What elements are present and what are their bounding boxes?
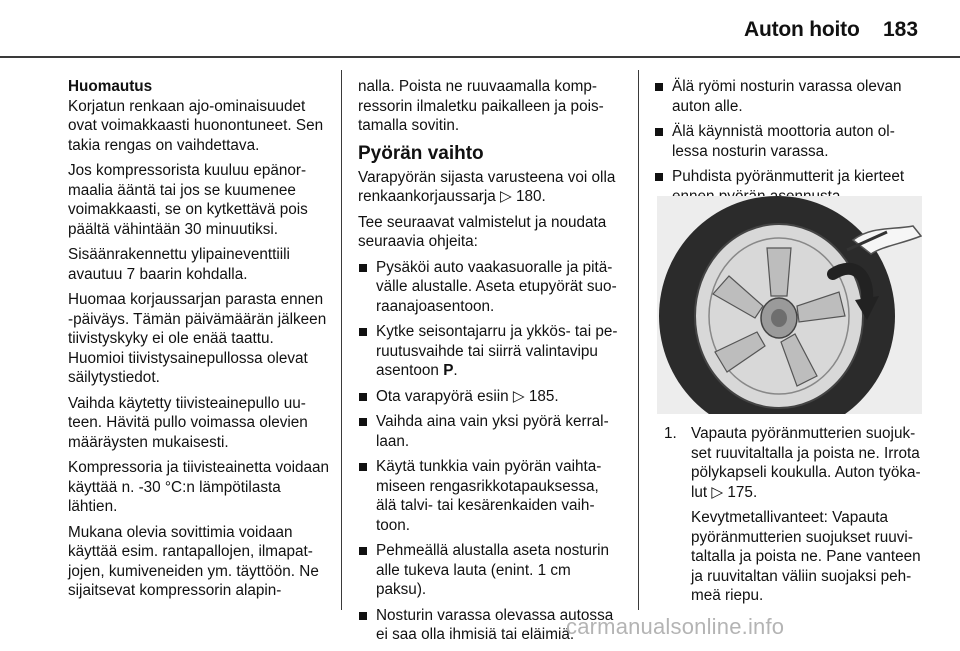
intro-paragraph: Varapyörän sijasta varusteena voi olla renkaankorjaussarja ▷ 180. xyxy=(358,168,616,205)
note-title: Huomautus xyxy=(68,78,153,95)
wheel-cover-illustration xyxy=(657,196,922,414)
wheel-illustration-svg xyxy=(657,196,922,414)
bullet-item: Älä ryömi nosturin varassa olevan auton alle. xyxy=(654,77,922,116)
paragraph: Jos kompressorista kuuluu epänormaalia ääntä tai jos se kuumenee voimakkaasti, se on kytkettävä pois päältä vähintään 30 minuutiksi. xyxy=(68,162,308,238)
bullet-item: Nosturin varassa olevassa autossa ei saa olla ihmisiä tai eläimiä. xyxy=(358,606,623,645)
bullet-item: Älä käynnistä moottoria auton ollessa nosturin varassa. xyxy=(654,122,922,161)
note-text: Korjatun renkaan ajo-ominaisuudet ovat voimakkaasti huonontuneet. Sen takia rengas on vaihdettava. xyxy=(68,97,324,154)
numbered-step xyxy=(654,424,922,502)
continuation-paragraph: nalla. Poista ne ruuvaamalla kompressorin ilmaletku paikalleen ja poistamalla sovitin. xyxy=(358,78,604,134)
column-1 xyxy=(68,77,330,607)
intro-paragraph: Tee seuraavat valmistelut ja noudata seuraavia ohjeita: xyxy=(358,213,607,250)
page-header xyxy=(0,0,960,56)
paragraph: Vaihda käytetty tiivisteainepullo uuteen. Hävitä pullo voimassa olevien määräysten mukaisesti. xyxy=(68,394,308,451)
column-divider-2 xyxy=(638,70,639,610)
bullet-item: Pehmeällä alustalla aseta nosturin alle tukeva lauta (enint. 1 cm paksu). xyxy=(358,541,623,600)
page-number: 183 xyxy=(883,18,919,41)
watermark: carmanualsonline.info xyxy=(566,614,785,639)
bullet-item-gear xyxy=(358,322,623,381)
bullet-text: Kytke seisontajarru ja ykkös- tai peruutusvaihde tai siirrä valintavipu asentoon xyxy=(376,323,618,379)
bullet-item: Pysäköi auto vaakasuoralle ja pitävälle alustalle. Aseta etupyörät suoraanajoasentoon. xyxy=(358,258,623,317)
step-number: 1. xyxy=(664,425,677,442)
bullet-item: Käytä tunkkia vain pyörän vaihtamiseen rengasrikkotapauksessa, älä talvi- tai kesärenkaiden vaihtoon. xyxy=(358,457,623,535)
paragraph: Sisäänrakennettu ylipaineventtiili avautuu 7 baarin kohdalla. xyxy=(68,246,290,283)
paragraph: Huomaa korjaussarjan parasta ennen -päiväys. Tämän päivämäärän jälkeen tiivistyskyky ei ole enää taattu. Huomioi tiivistysainepullossa olevat säilytystiedot. xyxy=(68,291,327,386)
column-3-steps xyxy=(654,424,922,612)
step-text: Vapauta pyöränmutterien suojukset ruuvitaltalla ja poista ne. Irrota pölykapseli koukulla. Auton työkalut ▷ 175. xyxy=(691,425,921,501)
column-3 xyxy=(654,77,922,212)
header-title: Auton hoito xyxy=(744,18,860,41)
section-heading: Pyörän vaihto xyxy=(358,142,484,164)
bullet-item: Vaihda aina vain yksi pyörä kerrallaan. xyxy=(358,412,623,451)
step-subparagraph: Kevytmetallivanteet: Vapauta pyöränmutterien suojukset ruuvitaltalla ja poista ne. Pane vanteen ja ruuvitaltan väliin suojaksi pehmeä riepu. xyxy=(691,509,921,604)
note-block xyxy=(68,77,330,155)
bullet-item: Ota varapyörä esiin ▷ 185. xyxy=(358,387,623,407)
column-2 xyxy=(358,77,623,651)
paragraph: Kompressoria ja tiivisteainetta voidaan käyttää n. -30 °C:n lämpötilasta lähtien. xyxy=(68,459,330,515)
bullet-item: Puhdista pyöränmutterit ja kierteet xyxy=(654,167,922,206)
column-divider-1 xyxy=(341,70,342,610)
paragraph: Mukana olevia sovittimia voidaan käyttää esim. rantapallojen, ilmapatjojen, kumiveneiden ym. täyttöön. Ne sijaitsevat kompressorin alapin- xyxy=(68,523,319,599)
header-rule xyxy=(0,56,960,58)
gear-position: P xyxy=(443,362,454,379)
bullet-text-end: . xyxy=(453,362,458,379)
